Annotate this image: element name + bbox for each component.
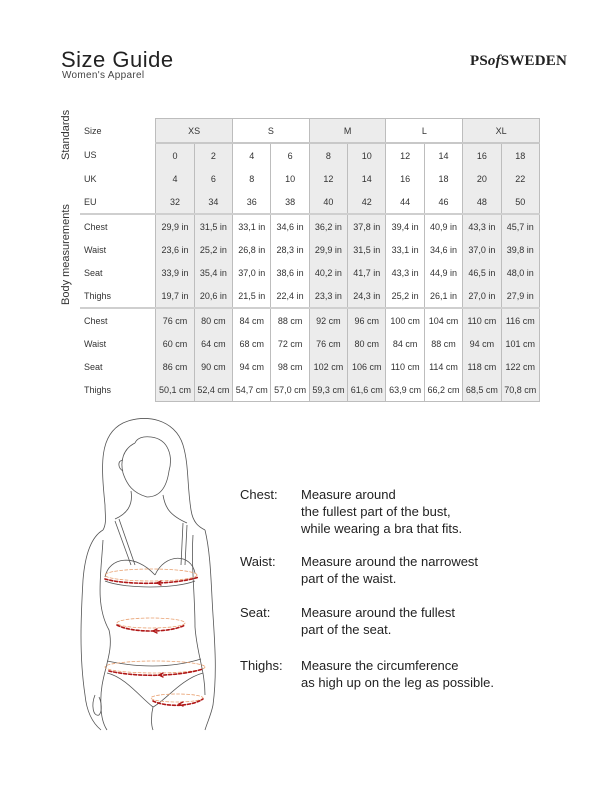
instruction-line: Measure around the fullest — [301, 605, 455, 620]
table-row — [80, 332, 540, 355]
table-cell: 60 cm — [156, 332, 194, 355]
size-header-cell: L — [386, 119, 463, 144]
table-cell: 27,0 in — [463, 284, 501, 308]
table-cell: 86 cm — [156, 355, 194, 378]
hair-left — [103, 505, 106, 530]
table-cell: 80 cm — [194, 308, 232, 332]
table-cell: 20 — [463, 167, 501, 190]
table-cell: 88 cm — [424, 332, 462, 355]
table-cell: 4 — [156, 167, 194, 190]
table-row — [80, 214, 540, 238]
table-cell: 2 — [194, 143, 232, 167]
table-cell: 40,2 in — [309, 261, 347, 284]
table-row — [80, 284, 540, 308]
chest-measure-line — [105, 577, 199, 583]
table-cell: 21,5 in — [233, 284, 271, 308]
table-cell: 8 — [309, 143, 347, 167]
size-header-cell: M — [309, 119, 386, 144]
brief-leg-left — [107, 673, 153, 707]
table-cell: 80 cm — [348, 332, 386, 355]
left-thigh — [152, 707, 154, 730]
table-cell: 114 cm — [424, 355, 462, 378]
table-cell: 110 cm — [386, 355, 424, 378]
row-label: EU — [80, 190, 156, 214]
table-cell: 19,7 in — [156, 284, 194, 308]
size-table — [80, 118, 540, 402]
table-row — [80, 378, 540, 402]
row-label: Chest — [80, 308, 156, 332]
table-cell: 54,7 cm — [233, 378, 271, 402]
table-cell: 100 cm — [386, 308, 424, 332]
bra-strap-left — [115, 519, 135, 565]
table-cell: 12 — [386, 143, 424, 167]
table-row — [80, 355, 540, 378]
size-header-cell: XL — [463, 119, 540, 144]
row-label: Seat — [80, 355, 156, 378]
table-cell: 34,6 in — [424, 238, 462, 261]
table-cell: 27,9 in — [501, 284, 539, 308]
page-subtitle: Women's Apparel — [62, 70, 145, 81]
instruction-line: Measure around — [301, 487, 396, 502]
table-cell: 116 cm — [501, 308, 539, 332]
face-outline — [122, 437, 170, 497]
row-label: Thighs — [80, 378, 156, 402]
table-cell: 98 cm — [271, 355, 309, 378]
table-cell: 76 cm — [309, 332, 347, 355]
table-cell: 40,9 in — [424, 214, 462, 238]
instruction-label: Waist: — [240, 554, 276, 569]
instruction-line: as high up on the leg as possible. — [301, 675, 494, 690]
table-cell: 31,5 in — [348, 238, 386, 261]
size-header-cell: XS — [156, 119, 233, 144]
seat-measure-line — [109, 669, 203, 675]
table-cell: 37,0 in — [463, 238, 501, 261]
table-cell: 28,3 in — [271, 238, 309, 261]
table-cell: 29,9 in — [309, 238, 347, 261]
table-cell: 122 cm — [501, 355, 539, 378]
table-cell: 37,8 in — [348, 214, 386, 238]
table-cell: 34,6 in — [271, 214, 309, 238]
table-cell: 92 cm — [309, 308, 347, 332]
table-cell: 66,2 cm — [424, 378, 462, 402]
brand-suffix: SWEDEN — [500, 53, 567, 69]
table-cell: 59,3 cm — [309, 378, 347, 402]
body-measurement-illustration — [65, 405, 235, 735]
instruction-line: part of the seat. — [301, 622, 392, 637]
table-cell: 0 — [156, 143, 194, 167]
table-cell: 70,8 cm — [501, 378, 539, 402]
table-cell: 18 — [501, 143, 539, 167]
bra-right-cup — [155, 558, 195, 575]
instruction-line: the fullest part of the bust, — [301, 504, 451, 519]
table-cell: 94 cm — [463, 332, 501, 355]
table-cell: 50,1 cm — [156, 378, 194, 402]
instruction-line: while wearing a bra that fits. — [301, 521, 463, 536]
table-cell: 38 — [271, 190, 309, 214]
instruction-text — [301, 657, 494, 691]
table-cell: 24,3 in — [348, 284, 386, 308]
table-cell: 32 — [156, 190, 194, 214]
table-row — [80, 308, 540, 332]
table-cell: 23,6 in — [156, 238, 194, 261]
table-cell: 22,4 in — [271, 284, 309, 308]
table-cell: 39,4 in — [386, 214, 424, 238]
table-cell: 52,4 cm — [194, 378, 232, 402]
table-row — [80, 167, 540, 190]
table-cell: 43,3 in — [463, 214, 501, 238]
left-hand — [93, 695, 101, 715]
table-cell: 61,6 cm — [348, 378, 386, 402]
size-header-row — [80, 119, 540, 144]
table-cell: 72 cm — [271, 332, 309, 355]
table-cell: 45,7 in — [501, 214, 539, 238]
instruction-line: part of the waist. — [301, 571, 397, 586]
table-row — [80, 143, 540, 167]
table-cell: 57,0 cm — [271, 378, 309, 402]
table-cell: 36 — [233, 190, 271, 214]
table-cell: 104 cm — [424, 308, 462, 332]
table-cell: 25,2 in — [194, 238, 232, 261]
table-cell: 44,9 in — [424, 261, 462, 284]
table-cell: 64 cm — [194, 332, 232, 355]
table-cell: 46,5 in — [463, 261, 501, 284]
table-cell: 94 cm — [233, 355, 271, 378]
table-cell: 22 — [501, 167, 539, 190]
table-cell: 42 — [348, 190, 386, 214]
table-cell: 33,1 in — [386, 238, 424, 261]
table-cell: 88 cm — [271, 308, 309, 332]
instruction-label: Chest: — [240, 487, 278, 502]
table-cell: 110 cm — [463, 308, 501, 332]
table-cell: 10 — [271, 167, 309, 190]
body-measurements-section-label: Body measurements — [60, 204, 72, 305]
neck-left — [115, 491, 131, 519]
row-label: Seat — [80, 261, 156, 284]
hair-outline — [103, 418, 205, 530]
table-cell: 76 cm — [156, 308, 194, 332]
instruction-label: Thighs: — [240, 658, 283, 673]
table-cell: 20,6 in — [194, 284, 232, 308]
instruction-line: Measure the circumference — [301, 658, 459, 673]
table-cell: 106 cm — [348, 355, 386, 378]
table-row — [80, 238, 540, 261]
table-cell: 39,8 in — [501, 238, 539, 261]
table-cell: 33,9 in — [156, 261, 194, 284]
table-row — [80, 261, 540, 284]
table-cell: 16 — [386, 167, 424, 190]
table-cell: 26,1 in — [424, 284, 462, 308]
table-cell: 63,9 cm — [386, 378, 424, 402]
table-cell: 48 — [463, 190, 501, 214]
table-cell: 31,5 in — [194, 214, 232, 238]
table-cell: 25,2 in — [386, 284, 424, 308]
table-cell: 68,5 cm — [463, 378, 501, 402]
instruction-text — [301, 553, 478, 587]
left-arm — [81, 530, 103, 730]
table-cell: 10 — [348, 143, 386, 167]
brand-logo — [470, 53, 567, 70]
table-cell: 16 — [463, 143, 501, 167]
table-cell: 35,4 in — [194, 261, 232, 284]
table-cell: 48,0 in — [501, 261, 539, 284]
standards-section-label: Standards — [60, 109, 72, 160]
table-cell: 50 — [501, 190, 539, 214]
table-cell: 6 — [271, 143, 309, 167]
table-cell: 44 — [386, 190, 424, 214]
table-cell: 40 — [309, 190, 347, 214]
waist-guide — [117, 618, 185, 628]
table-cell: 43,3 in — [386, 261, 424, 284]
table-cell: 38,6 in — [271, 261, 309, 284]
table-cell: 29,9 in — [156, 214, 194, 238]
table-cell: 68 cm — [233, 332, 271, 355]
instruction-text — [301, 604, 455, 638]
brand-middle: of — [487, 53, 501, 69]
table-cell: 102 cm — [309, 355, 347, 378]
neck-right — [163, 495, 187, 523]
instruction-label: Seat: — [240, 605, 271, 620]
row-label: Waist — [80, 238, 156, 261]
right-arm — [205, 530, 215, 730]
table-cell: 12 — [309, 167, 347, 190]
row-label: UK — [80, 167, 156, 190]
table-cell: 8 — [233, 167, 271, 190]
instruction-text — [301, 486, 462, 537]
thighs-guide — [151, 694, 203, 702]
table-cell: 96 cm — [348, 308, 386, 332]
instruction-line: Measure around the narrowest — [301, 554, 479, 569]
row-label: Size — [80, 119, 156, 144]
table-cell: 34 — [194, 190, 232, 214]
table-row — [80, 190, 540, 214]
table-cell: 46 — [424, 190, 462, 214]
brand-prefix: PS — [469, 53, 488, 69]
table-cell: 90 cm — [194, 355, 232, 378]
table-cell: 23,3 in — [309, 284, 347, 308]
table-cell: 4 — [233, 143, 271, 167]
size-header-cell: S — [233, 119, 310, 144]
table-cell: 26,8 in — [233, 238, 271, 261]
table-cell: 37,0 in — [233, 261, 271, 284]
row-label: Thighs — [80, 284, 156, 308]
table-cell: 18 — [424, 167, 462, 190]
table-cell: 118 cm — [463, 355, 501, 378]
table-cell: 41,7 in — [348, 261, 386, 284]
page-title: Size Guide — [61, 47, 174, 72]
table-cell: 6 — [194, 167, 232, 190]
table-cell: 33,1 in — [233, 214, 271, 238]
table-cell: 101 cm — [501, 332, 539, 355]
seat-guide — [105, 661, 205, 673]
table-cell: 36,2 in — [309, 214, 347, 238]
row-label: US — [80, 143, 156, 167]
table-cell: 84 cm — [233, 308, 271, 332]
row-label: Chest — [80, 214, 156, 238]
row-label: Waist — [80, 332, 156, 355]
table-cell: 14 — [424, 143, 462, 167]
table-cell: 14 — [348, 167, 386, 190]
table-cell: 84 cm — [386, 332, 424, 355]
